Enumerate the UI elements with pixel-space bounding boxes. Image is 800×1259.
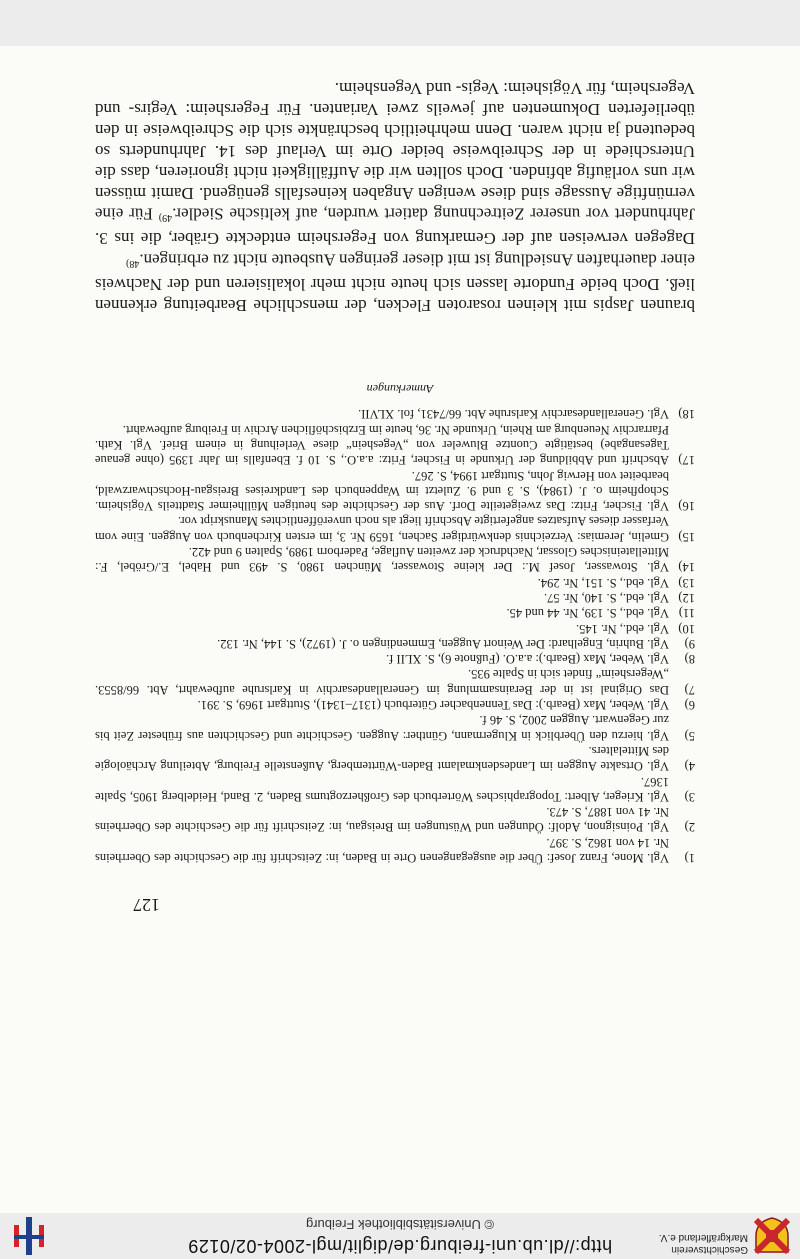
body-paragraph <box>95 249 695 316</box>
paragraph-text: Dagegen verweisen auf der Gemarkung von Fegersheim entdeckte Gräber, die ins 3. Jahrhundert vor unserer Zeitrechnung datiert wurden, auf keltische Siedler. <box>95 204 695 249</box>
footnote-text: Abschrift und Abbildung der Urkunde in Fischer, Fritz: a.a.O., S. 10 f. Ebenfalls im Jahr 1395 (ohne genaue Tagesangabe) bestätigte Cuontze Bluweler von „Vegeshein“ diese Verleihung in einem Brief. Vgl. Kath. Pfarrarchiv Neuenburg am Rhein, Urkunde Nr. 36, heute im Erzbischöflichen Archiv in Freiburg aufbewahrt. <box>95 422 669 468</box>
footnote-number: 17) <box>678 453 695 468</box>
paragraph-text: Für eine vernünftige Aussage sind diese wenigen Angaben keinesfalls genügend. Damit müssen wir uns vorläufig abfinden. Doch sollten wir die Auffälligkeit nicht ignorieren, dass die Unterschiede in der Schreibweise beider Orte im Verlauf des 14. Jahrhunderts so bedeutend ja nicht waren. Denn mehrheitlich beschränkte sich die Schreibweise in den überlieferten Dokumenten auf jeweils zwei Varianten. Für Fegersheim: Vegirs- und Vegersheim, für Vögisheim: Vegis- und Vegensheim. <box>95 78 695 224</box>
footnote-item <box>95 666 695 697</box>
footnote-text: Gmelin, Jeremias: Verzeichnis denkwürdiger Sachen, 1659 Nr. 3, im ersten Kirchenbuch von Auggen. Eine vom Verfasser dieses Aufsatzes angefertigte Abschrift liegt als noch unveröffentlichtes Manuskript vor. <box>95 514 669 544</box>
footnote-number: 7) <box>684 682 695 697</box>
footnote-item <box>95 651 695 666</box>
footnote-text: Vgl. Generallandesarchiv Karlsruhe Abt. 66/7431, fol. XLVII. <box>358 407 669 422</box>
footnote-text: Vgl. Buhrin, Engelhard: Der Weinort Auggen, Emmendingen o. J. (1972), S. 144, Nr. 132. <box>217 636 669 651</box>
footnote-number: 9) <box>684 636 695 651</box>
university-library-logo-icon <box>8 1215 50 1257</box>
footnote-number: 10) <box>678 621 695 636</box>
footnote-number: 12) <box>678 590 695 605</box>
footnote-item <box>95 467 695 513</box>
paragraph-text: braunen Jaspis mit kleinen rosaroten Flecken, der menschliche Bearbeitung erkennen ließ. Doch beide Fundorte lassen sich heute nicht mehr lokalisieren und der Nachweis einer dauerhaften Ansiedlung ist mit dieser geringen Ausbeute nicht zu erbringen. <box>95 250 695 315</box>
footnote-number: 4) <box>684 759 695 774</box>
footnote-text: Vgl. Weber, Max (Bearb.): Das Tennenbacher Güterbuch (1317–1341), Stuttgart 1969, S. 391. <box>197 698 669 713</box>
footnote-text: Vgl. ebd., S. 151, Nr. 294. <box>537 575 669 590</box>
footnote-number: 1) <box>684 851 695 865</box>
footnote-text: Vgl. ebd., Nr. 145. <box>575 621 669 636</box>
footnote-item <box>95 804 695 835</box>
footnote-ref[interactable]: 48) <box>126 258 140 269</box>
footnote-text: Vgl. Mone, Franz Josef: Über die ausgegangenen Orte in Baden, in: Zeitschrift für die Geschichte des Oberrheins Nr. 14 von 1862, S. 397. <box>95 835 669 865</box>
footnote-text: Vgl. ebd., S. 139, Nr. 44 und 45. <box>506 606 669 621</box>
footnote-item <box>95 574 695 589</box>
footnote-number: 13) <box>678 575 695 590</box>
footnote-number: 5) <box>684 728 695 743</box>
page-number: 127 <box>133 895 160 915</box>
footnote-number: 8) <box>684 652 695 667</box>
footnote-text: Vgl. Poinsignon, Adolf: Ödungen und Wüstungen im Breisgau, in: Zeitschrift für die Geschichte des Oberrheins Nr. 41 von 1887, S. 473. <box>95 805 669 835</box>
footnote-ref[interactable]: 49) <box>158 212 173 224</box>
body-paragraph <box>95 78 695 250</box>
footnote-text: Das Original ist in der Berainsammlung im Generallandesarchiv in Karlsruhe aufbewahrt, Abt. 66/8553. „Wegersheim“ findet sich in Spalte 935. <box>95 667 669 697</box>
notes-heading: Anmerkungen <box>366 382 434 396</box>
footnote-number: 3) <box>684 789 695 804</box>
footnote-item <box>95 406 695 421</box>
footnote-text: Vgl. ebd., S. 140, Nr. 57. <box>544 590 669 605</box>
footer-bar <box>0 0 800 46</box>
footnote-number: 2) <box>684 820 695 835</box>
footnote-text: Vgl. Weber, Max (Bearb.): a.a.O. (Fußnote 6), S. XLII f. <box>386 652 669 667</box>
footnote-item <box>95 605 695 620</box>
footnote-text: Vgl. hierzu den Überblick in Klugermann, Günther: Auggen. Geschichte und Geschichten aus frühester Zeit bis zur Gegenwart. Auggen 2002, S. 46 f. <box>95 713 669 743</box>
footnote-item <box>95 712 695 743</box>
footnote-text: Vgl. Krieger, Albert: Topographisches Wörterbuch des Großherzogtums Baden, 2. Band, Heidelberg 1905, Spalte 1367. <box>95 774 669 804</box>
footnote-text: Vgl. Ortsakte Auggen im Landesdenkmalamt Baden-Württemberg, Außenstelle Freiburg, Abteilung Archäologie des Mittelalters. <box>95 743 669 774</box>
footnote-item <box>95 636 695 651</box>
footnote-number: 16) <box>678 499 695 514</box>
document-url[interactable]: http://dl.ub.uni-freiburg.de/diglit/mgl-2004-02/0129 <box>187 1236 613 1256</box>
footnote-number: 11) <box>678 606 695 621</box>
footnote-text: Vgl. Fischer, Fritz: Das zweigeteilte Dorf. Aus der Geschichte des heutigen Müllheimer Stadtteils Vögisheim. Schopfheim o. J. (1984), S. 3 und 9. Zuletzt im Wappenbuch des Landkreises Breisgau-Hochschwarzwald, bearbeitet von Herwig John, Stuttgart 1994, S. 267. <box>95 468 669 514</box>
footnote-number: 14) <box>678 560 695 575</box>
footnote-item <box>95 421 695 467</box>
footnote-item <box>95 743 695 774</box>
footnote-number: 6) <box>684 698 695 713</box>
body-text <box>95 78 695 316</box>
footnotes-list <box>95 406 695 865</box>
footnote-item <box>95 834 695 865</box>
footnote-text: Vgl. Stowasser, Josef M.: Der kleine Stowasser, München 1980, S. 493 und Habel, E./Gröbel, F.: Mittellateinisches Glossar, Nachdruck der zweiten Auflage, Paderborn 1989, Spalten 9 und 422. <box>95 545 669 575</box>
footnote-item <box>95 590 695 605</box>
society-name: Geschichtsverein Markgräflerland e.V. <box>658 1232 748 1255</box>
footnote-item <box>95 773 695 804</box>
institution-credit: © Universitätsbibliothek Freiburg <box>305 1217 495 1232</box>
footnote-number: 15) <box>678 529 695 544</box>
footnote-item <box>95 544 695 575</box>
footnote-number: 18) <box>678 407 695 422</box>
footnote-item <box>95 620 695 635</box>
footnote-item <box>95 697 695 712</box>
footnote-item <box>95 513 695 544</box>
header-bar <box>0 1213 800 1259</box>
